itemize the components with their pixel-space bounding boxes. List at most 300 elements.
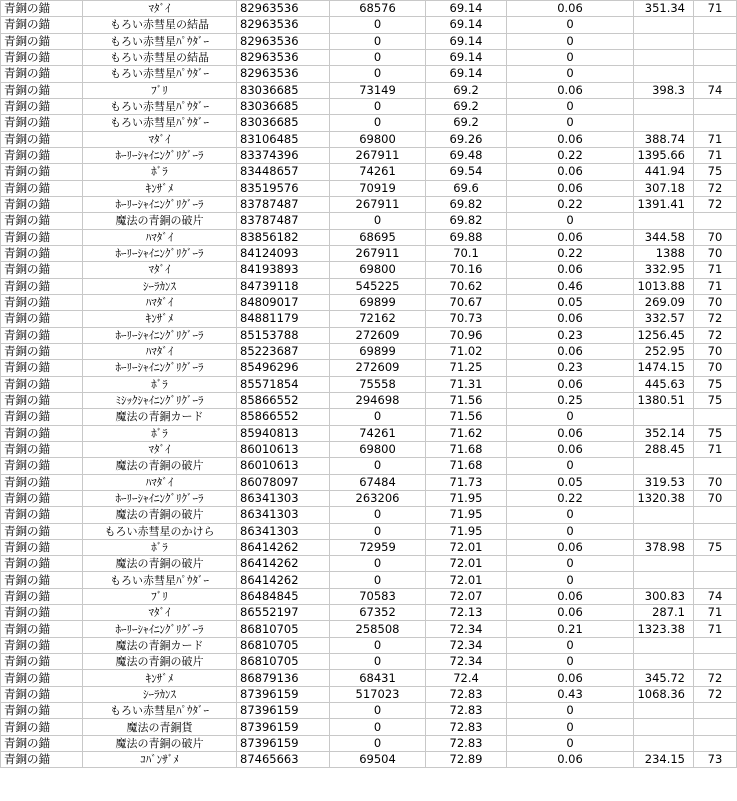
cumulative-cell[interactable]: 86810705 [237,654,330,670]
location-cell[interactable]: 青銅の錨 [1,556,83,572]
location-cell[interactable]: 青銅の錨 [1,523,83,539]
size-cell[interactable] [694,49,737,65]
level-cell[interactable]: 69.6 [426,180,507,196]
size-cell[interactable]: 72 [694,196,737,212]
level-cell[interactable]: 71.02 [426,343,507,359]
cumulative-cell[interactable]: 85223687 [237,343,330,359]
value-cell[interactable]: 445.63 [634,376,694,392]
item-cell[interactable]: ﾏﾀﾞｲ [83,605,237,621]
level-cell[interactable]: 71.95 [426,523,507,539]
value-cell[interactable] [634,507,694,523]
level-cell[interactable]: 72.89 [426,752,507,768]
rate-cell[interactable]: 0 [507,654,634,670]
rate-cell[interactable]: 0 [507,556,634,572]
rate-cell[interactable]: 0.22 [507,196,634,212]
amount-cell[interactable]: 0 [330,507,426,523]
amount-cell[interactable]: 267911 [330,196,426,212]
rate-cell[interactable]: 0.25 [507,392,634,408]
amount-cell[interactable]: 0 [330,654,426,670]
value-cell[interactable] [634,735,694,751]
item-cell[interactable]: ﾎｰﾘｰｼｬｲﾆﾝｸﾞﾘｸﾞｰﾗ [83,327,237,343]
size-cell[interactable]: 70 [694,294,737,310]
amount-cell[interactable]: 72162 [330,311,426,327]
location-cell[interactable]: 青銅の錨 [1,327,83,343]
value-cell[interactable]: 351.34 [634,1,694,17]
size-cell[interactable]: 71 [694,441,737,457]
amount-cell[interactable]: 0 [330,33,426,49]
cumulative-cell[interactable]: 83106485 [237,131,330,147]
value-cell[interactable]: 307.18 [634,180,694,196]
level-cell[interactable]: 72.34 [426,637,507,653]
location-cell[interactable]: 青銅の錨 [1,376,83,392]
cumulative-cell[interactable]: 83787487 [237,196,330,212]
cumulative-cell[interactable]: 83036685 [237,115,330,131]
amount-cell[interactable]: 69899 [330,294,426,310]
rate-cell[interactable]: 0 [507,507,634,523]
value-cell[interactable] [634,572,694,588]
cumulative-cell[interactable]: 86341303 [237,523,330,539]
size-cell[interactable]: 71 [694,605,737,621]
value-cell[interactable] [634,17,694,33]
size-cell[interactable] [694,33,737,49]
cumulative-cell[interactable]: 83036685 [237,98,330,114]
level-cell[interactable]: 71.25 [426,360,507,376]
location-cell[interactable]: 青銅の錨 [1,621,83,637]
amount-cell[interactable]: 69899 [330,343,426,359]
value-cell[interactable] [634,66,694,82]
size-cell[interactable]: 75 [694,392,737,408]
amount-cell[interactable]: 74261 [330,425,426,441]
size-cell[interactable] [694,654,737,670]
location-cell[interactable]: 青銅の錨 [1,98,83,114]
location-cell[interactable]: 青銅の錨 [1,441,83,457]
value-cell[interactable]: 352.14 [634,425,694,441]
cumulative-cell[interactable]: 86414262 [237,539,330,555]
value-cell[interactable]: 300.83 [634,588,694,604]
location-cell[interactable]: 青銅の錨 [1,213,83,229]
level-cell[interactable]: 69.2 [426,82,507,98]
level-cell[interactable]: 69.14 [426,33,507,49]
rate-cell[interactable]: 0.06 [507,670,634,686]
size-cell[interactable]: 70 [694,490,737,506]
size-cell[interactable] [694,637,737,653]
location-cell[interactable]: 青銅の錨 [1,637,83,653]
item-cell[interactable]: ﾊﾏﾀﾞｲ [83,229,237,245]
value-cell[interactable] [634,458,694,474]
location-cell[interactable]: 青銅の錨 [1,409,83,425]
rate-cell[interactable]: 0 [507,458,634,474]
cumulative-cell[interactable]: 82963536 [237,1,330,17]
size-cell[interactable]: 74 [694,82,737,98]
cumulative-cell[interactable]: 87465663 [237,752,330,768]
level-cell[interactable]: 71.62 [426,425,507,441]
value-cell[interactable]: 1474.15 [634,360,694,376]
size-cell[interactable] [694,115,737,131]
value-cell[interactable] [634,33,694,49]
rate-cell[interactable]: 0 [507,33,634,49]
size-cell[interactable]: 72 [694,327,737,343]
location-cell[interactable]: 青銅の錨 [1,425,83,441]
cumulative-cell[interactable]: 83519576 [237,180,330,196]
cumulative-cell[interactable]: 82963536 [237,66,330,82]
amount-cell[interactable]: 258508 [330,621,426,637]
amount-cell[interactable]: 0 [330,637,426,653]
value-cell[interactable]: 269.09 [634,294,694,310]
amount-cell[interactable]: 68576 [330,1,426,17]
value-cell[interactable]: 388.74 [634,131,694,147]
value-cell[interactable] [634,719,694,735]
location-cell[interactable]: 青銅の錨 [1,131,83,147]
size-cell[interactable] [694,703,737,719]
value-cell[interactable] [634,98,694,114]
level-cell[interactable]: 69.2 [426,115,507,131]
cumulative-cell[interactable]: 83374396 [237,147,330,163]
cumulative-cell[interactable]: 85866552 [237,392,330,408]
location-cell[interactable]: 青銅の錨 [1,588,83,604]
value-cell[interactable]: 1380.51 [634,392,694,408]
location-cell[interactable]: 青銅の錨 [1,719,83,735]
item-cell[interactable]: ﾎｰﾘｰｼｬｲﾆﾝｸﾞﾘｸﾞｰﾗ [83,621,237,637]
level-cell[interactable]: 69.14 [426,17,507,33]
value-cell[interactable]: 344.58 [634,229,694,245]
item-cell[interactable]: ﾐｼｯｸｼｬｲﾆﾝｸﾞﾘｸﾞｰﾗ [83,392,237,408]
cumulative-cell[interactable]: 84739118 [237,278,330,294]
amount-cell[interactable]: 0 [330,409,426,425]
rate-cell[interactable]: 0.23 [507,327,634,343]
cumulative-cell[interactable]: 85866552 [237,409,330,425]
cumulative-cell[interactable]: 83448657 [237,164,330,180]
item-cell[interactable]: ﾊﾏﾀﾞｲ [83,294,237,310]
rate-cell[interactable]: 0.46 [507,278,634,294]
amount-cell[interactable]: 267911 [330,245,426,261]
cumulative-cell[interactable]: 85571854 [237,376,330,392]
rate-cell[interactable]: 0.23 [507,360,634,376]
item-cell[interactable]: もろい赤彗星ﾊﾟｳﾀﾞｰ [83,66,237,82]
size-cell[interactable] [694,409,737,425]
item-cell[interactable]: もろい赤彗星の結晶 [83,49,237,65]
rate-cell[interactable]: 0.06 [507,180,634,196]
location-cell[interactable]: 青銅の錨 [1,229,83,245]
cumulative-cell[interactable]: 86010613 [237,458,330,474]
item-cell[interactable]: ﾊﾏﾀﾞｲ [83,474,237,490]
cumulative-cell[interactable]: 86010613 [237,441,330,457]
level-cell[interactable]: 72.07 [426,588,507,604]
item-cell[interactable]: ﾎｰﾘｰｼｬｲﾆﾝｸﾞﾘｸﾞｰﾗ [83,245,237,261]
rate-cell[interactable]: 0.06 [507,343,634,359]
value-cell[interactable]: 378.98 [634,539,694,555]
size-cell[interactable]: 75 [694,376,737,392]
level-cell[interactable]: 70.73 [426,311,507,327]
rate-cell[interactable]: 0.05 [507,294,634,310]
location-cell[interactable]: 青銅の錨 [1,654,83,670]
value-cell[interactable]: 441.94 [634,164,694,180]
level-cell[interactable]: 69.54 [426,164,507,180]
location-cell[interactable]: 青銅の錨 [1,539,83,555]
item-cell[interactable]: 魔法の青銅貨 [83,719,237,735]
level-cell[interactable]: 69.14 [426,66,507,82]
item-cell[interactable]: もろい赤彗星ﾊﾟｳﾀﾞｰ [83,98,237,114]
cumulative-cell[interactable]: 86078097 [237,474,330,490]
value-cell[interactable]: 1395.66 [634,147,694,163]
cumulative-cell[interactable]: 86341303 [237,490,330,506]
rate-cell[interactable]: 0.06 [507,164,634,180]
location-cell[interactable]: 青銅の錨 [1,245,83,261]
level-cell[interactable]: 69.88 [426,229,507,245]
amount-cell[interactable]: 0 [330,735,426,751]
rate-cell[interactable]: 0.43 [507,686,634,702]
size-cell[interactable]: 72 [694,311,737,327]
rate-cell[interactable]: 0 [507,49,634,65]
cumulative-cell[interactable]: 87396159 [237,703,330,719]
cumulative-cell[interactable]: 84193893 [237,262,330,278]
location-cell[interactable]: 青銅の錨 [1,752,83,768]
amount-cell[interactable]: 67352 [330,605,426,621]
item-cell[interactable]: 魔法の青銅の破片 [83,213,237,229]
rate-cell[interactable]: 0 [507,719,634,735]
rate-cell[interactable]: 0.22 [507,147,634,163]
level-cell[interactable]: 69.82 [426,213,507,229]
value-cell[interactable]: 252.95 [634,343,694,359]
item-cell[interactable]: 魔法の青銅の破片 [83,735,237,751]
item-cell[interactable]: もろい赤彗星ﾊﾟｳﾀﾞｰ [83,115,237,131]
rate-cell[interactable]: 0 [507,703,634,719]
amount-cell[interactable]: 69800 [330,131,426,147]
rate-cell[interactable]: 0 [507,98,634,114]
amount-cell[interactable]: 70583 [330,588,426,604]
location-cell[interactable]: 青銅の錨 [1,115,83,131]
value-cell[interactable]: 288.45 [634,441,694,457]
size-cell[interactable] [694,556,737,572]
item-cell[interactable]: 魔法の青銅の破片 [83,654,237,670]
location-cell[interactable]: 青銅の錨 [1,196,83,212]
level-cell[interactable]: 70.96 [426,327,507,343]
cumulative-cell[interactable]: 85153788 [237,327,330,343]
rate-cell[interactable]: 0.06 [507,311,634,327]
item-cell[interactable]: ﾎｰﾘｰｼｬｲﾆﾝｸﾞﾘｸﾞｰﾗ [83,147,237,163]
rate-cell[interactable]: 0 [507,735,634,751]
size-cell[interactable] [694,572,737,588]
size-cell[interactable]: 71 [694,1,737,17]
size-cell[interactable]: 70 [694,343,737,359]
amount-cell[interactable]: 0 [330,719,426,735]
location-cell[interactable]: 青銅の錨 [1,66,83,82]
rate-cell[interactable]: 0 [507,66,634,82]
amount-cell[interactable]: 0 [330,523,426,539]
value-cell[interactable]: 1391.41 [634,196,694,212]
value-cell[interactable]: 1068.36 [634,686,694,702]
value-cell[interactable]: 234.15 [634,752,694,768]
cumulative-cell[interactable]: 84881179 [237,311,330,327]
cumulative-cell[interactable]: 87396159 [237,719,330,735]
value-cell[interactable]: 1320.38 [634,490,694,506]
cumulative-cell[interactable]: 86810705 [237,637,330,653]
item-cell[interactable]: ﾎｰﾘｰｼｬｲﾆﾝｸﾞﾘｸﾞｰﾗ [83,360,237,376]
size-cell[interactable] [694,507,737,523]
amount-cell[interactable]: 67484 [330,474,426,490]
item-cell[interactable]: もろい赤彗星の結晶 [83,17,237,33]
cumulative-cell[interactable]: 85496296 [237,360,330,376]
cumulative-cell[interactable]: 84124093 [237,245,330,261]
value-cell[interactable] [634,556,694,572]
level-cell[interactable]: 71.95 [426,507,507,523]
size-cell[interactable]: 70 [694,474,737,490]
cumulative-cell[interactable]: 86414262 [237,556,330,572]
level-cell[interactable]: 69.2 [426,98,507,114]
item-cell[interactable]: ﾎﾞﾗ [83,164,237,180]
amount-cell[interactable]: 263206 [330,490,426,506]
rate-cell[interactable]: 0.22 [507,245,634,261]
size-cell[interactable] [694,735,737,751]
cumulative-cell[interactable]: 86810705 [237,621,330,637]
item-cell[interactable]: ﾌﾞﾘ [83,82,237,98]
location-cell[interactable]: 青銅の錨 [1,605,83,621]
rate-cell[interactable]: 0.05 [507,474,634,490]
amount-cell[interactable]: 0 [330,556,426,572]
location-cell[interactable]: 青銅の錨 [1,294,83,310]
rate-cell[interactable]: 0.06 [507,376,634,392]
size-cell[interactable]: 72 [694,670,737,686]
amount-cell[interactable]: 72959 [330,539,426,555]
level-cell[interactable]: 72.34 [426,621,507,637]
amount-cell[interactable]: 0 [330,17,426,33]
value-cell[interactable]: 398.3 [634,82,694,98]
item-cell[interactable]: ﾎﾞﾗ [83,539,237,555]
amount-cell[interactable]: 0 [330,98,426,114]
location-cell[interactable]: 青銅の錨 [1,147,83,163]
location-cell[interactable]: 青銅の錨 [1,49,83,65]
item-cell[interactable]: ｺﾊﾞﾝｻﾞﾒ [83,752,237,768]
item-cell[interactable]: ﾏﾀﾞｲ [83,1,237,17]
size-cell[interactable] [694,458,737,474]
size-cell[interactable] [694,66,737,82]
location-cell[interactable]: 青銅の錨 [1,180,83,196]
location-cell[interactable]: 青銅の錨 [1,474,83,490]
rate-cell[interactable]: 0.06 [507,605,634,621]
size-cell[interactable]: 70 [694,360,737,376]
rate-cell[interactable]: 0.06 [507,588,634,604]
item-cell[interactable]: ﾏﾀﾞｲ [83,131,237,147]
level-cell[interactable]: 72.13 [426,605,507,621]
size-cell[interactable]: 71 [694,621,737,637]
rate-cell[interactable]: 0.06 [507,131,634,147]
value-cell[interactable]: 287.1 [634,605,694,621]
item-cell[interactable]: ｷﾝｻﾞﾒ [83,180,237,196]
amount-cell[interactable]: 0 [330,703,426,719]
amount-cell[interactable]: 272609 [330,327,426,343]
cumulative-cell[interactable]: 82963536 [237,33,330,49]
cumulative-cell[interactable]: 83856182 [237,229,330,245]
value-cell[interactable] [634,409,694,425]
location-cell[interactable]: 青銅の錨 [1,311,83,327]
cumulative-cell[interactable]: 85940813 [237,425,330,441]
cumulative-cell[interactable]: 83787487 [237,213,330,229]
location-cell[interactable]: 青銅の錨 [1,686,83,702]
value-cell[interactable]: 332.57 [634,311,694,327]
amount-cell[interactable]: 69504 [330,752,426,768]
cumulative-cell[interactable]: 86414262 [237,572,330,588]
amount-cell[interactable]: 0 [330,115,426,131]
level-cell[interactable]: 72.83 [426,719,507,735]
location-cell[interactable]: 青銅の錨 [1,17,83,33]
location-cell[interactable]: 青銅の錨 [1,164,83,180]
rate-cell[interactable]: 0.06 [507,262,634,278]
size-cell[interactable] [694,98,737,114]
location-cell[interactable]: 青銅の錨 [1,735,83,751]
level-cell[interactable]: 72.01 [426,556,507,572]
cumulative-cell[interactable]: 84809017 [237,294,330,310]
location-cell[interactable]: 青銅の錨 [1,33,83,49]
value-cell[interactable] [634,703,694,719]
level-cell[interactable]: 69.48 [426,147,507,163]
value-cell[interactable] [634,637,694,653]
amount-cell[interactable]: 0 [330,49,426,65]
size-cell[interactable] [694,523,737,539]
level-cell[interactable]: 69.82 [426,196,507,212]
rate-cell[interactable]: 0 [507,572,634,588]
location-cell[interactable]: 青銅の錨 [1,278,83,294]
rate-cell[interactable]: 0 [507,523,634,539]
size-cell[interactable] [694,213,737,229]
value-cell[interactable] [634,115,694,131]
size-cell[interactable] [694,719,737,735]
size-cell[interactable]: 70 [694,245,737,261]
size-cell[interactable]: 71 [694,131,737,147]
amount-cell[interactable]: 272609 [330,360,426,376]
amount-cell[interactable]: 0 [330,572,426,588]
level-cell[interactable]: 71.31 [426,376,507,392]
value-cell[interactable]: 319.53 [634,474,694,490]
amount-cell[interactable]: 69800 [330,262,426,278]
item-cell[interactable]: ﾎﾞﾗ [83,376,237,392]
level-cell[interactable]: 72.4 [426,670,507,686]
size-cell[interactable]: 71 [694,147,737,163]
value-cell[interactable]: 345.72 [634,670,694,686]
location-cell[interactable]: 青銅の錨 [1,507,83,523]
item-cell[interactable]: 魔法の青銅の破片 [83,556,237,572]
level-cell[interactable]: 71.68 [426,458,507,474]
size-cell[interactable]: 70 [694,229,737,245]
rate-cell[interactable]: 0 [507,17,634,33]
cumulative-cell[interactable]: 86552197 [237,605,330,621]
size-cell[interactable]: 72 [694,180,737,196]
level-cell[interactable]: 71.95 [426,490,507,506]
amount-cell[interactable]: 74261 [330,164,426,180]
location-cell[interactable]: 青銅の錨 [1,458,83,474]
value-cell[interactable] [634,49,694,65]
location-cell[interactable]: 青銅の錨 [1,1,83,17]
size-cell[interactable]: 71 [694,278,737,294]
size-cell[interactable] [694,17,737,33]
level-cell[interactable]: 69.26 [426,131,507,147]
level-cell[interactable]: 72.01 [426,539,507,555]
value-cell[interactable] [634,523,694,539]
cumulative-cell[interactable]: 87396159 [237,735,330,751]
item-cell[interactable]: ﾊﾏﾀﾞｲ [83,343,237,359]
location-cell[interactable]: 青銅の錨 [1,262,83,278]
level-cell[interactable]: 70.67 [426,294,507,310]
value-cell[interactable]: 332.95 [634,262,694,278]
size-cell[interactable]: 73 [694,752,737,768]
level-cell[interactable]: 69.14 [426,49,507,65]
level-cell[interactable]: 71.56 [426,392,507,408]
size-cell[interactable]: 72 [694,686,737,702]
item-cell[interactable]: もろい赤彗星ﾊﾟｳﾀﾞｰ [83,33,237,49]
value-cell[interactable] [634,213,694,229]
amount-cell[interactable]: 69800 [330,441,426,457]
item-cell[interactable]: 魔法の青銅カード [83,637,237,653]
rate-cell[interactable]: 0.21 [507,621,634,637]
amount-cell[interactable]: 294698 [330,392,426,408]
